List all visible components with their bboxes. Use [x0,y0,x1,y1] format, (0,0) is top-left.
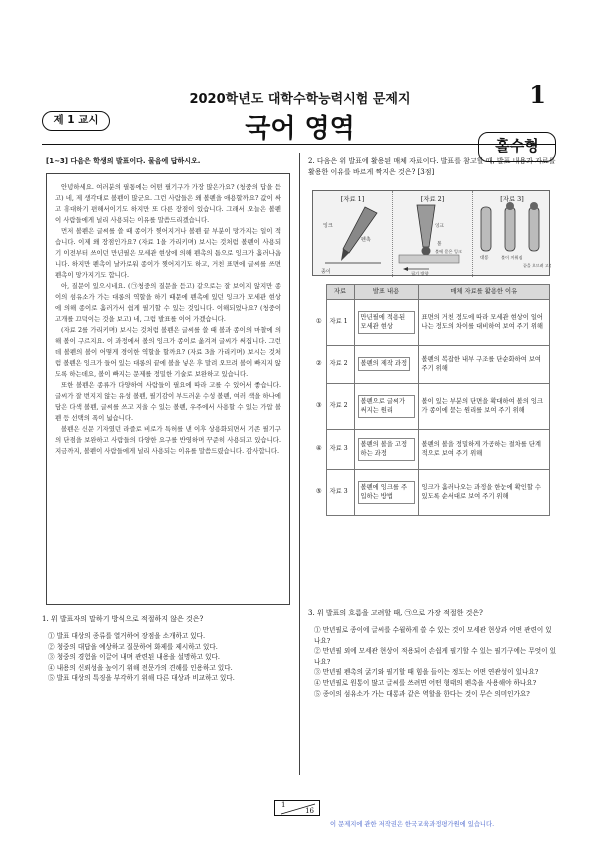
figure-panel-2 [393,191,473,277]
question-1-stem: 1. 위 발표자의 말하기 방식으로 적절하지 않은 것은? [42,615,204,623]
form-type-badge: 홀수형 [478,132,556,162]
question-1-options [42,631,292,684]
page-indicator [274,800,320,816]
page-number: 1 [529,80,546,109]
cell-resource: 자료 2 [326,383,354,429]
option-3[interactable]: ③ 청중의 경험을 이끌어 내며 관련된 내용을 설명하고 있다. [48,653,220,662]
table-row[interactable] [312,429,550,469]
option-2[interactable]: ② 청중의 대답을 예상하고 질문하여 화제를 제시하고 있다. [48,642,218,651]
choice-number[interactable]: ① [315,318,322,326]
question-instruction: [1~3] 다음은 학생의 발표이다. 물음에 답하시오. [46,157,201,165]
col-header-resource: 자료 [326,285,354,300]
passage-paragraph: 안녕하세요. 여러분의 필통에는 어떤 필기구가 가장 많은가요? (청중의 답을 듣고) 네, 제 생각대로 볼펜이 많군요. 그런 사람들은 왜 볼펜을 애용할까요? 값이 싸고 휴대하기 편해서이기도 하지만 또 다른 장점이 있습니다. 그래서 오늘은 볼펜이 사람들에게 널리 사용되는 이유를 말씀드리겠습니다. [55,183,281,224]
table-header-row [312,285,550,300]
cell-content [354,345,418,383]
label-fixed: 끝을 오므려 고정 [523,263,551,268]
page-current: 1 [281,801,286,809]
cell-content [354,383,418,429]
figure-title-1: [자료 1] [340,195,365,203]
tube-illustration [473,191,551,277]
passage-paragraph: 아, 질문이 있으시네요. (㉠청중의 질문을 듣고) 같으로는 잘 보이지 않지만 종이의 섬유소가 가는 대롱의 역할을 하기 때문에 펜촉에 있던 잉크가 모세관 현상에 의해 종이로 흘러가서 쉽게 필기할 수 있는 것입니다. 이해되었나요? (청중이 고개를 끄덕이는 것을 보고) 네, 그럼 발표를 이어 가겠습니다. [55,282,281,323]
choice-number[interactable]: ④ [315,445,322,453]
choice-number[interactable]: ③ [315,402,322,410]
answer-table [312,284,550,516]
option-2[interactable]: ② 만년필 외에 모세관 현상이 적용되어 손쉽게 필기할 수 있는 필기구에는 무엇이 있나요? [314,647,556,666]
option-5[interactable]: ⑤ 종이의 섬유소가 가는 대롱과 같은 역할을 한다는 것이 무슨 의미인가요? [314,689,530,698]
option-3[interactable]: ③ 만년필 펜촉의 굵기와 필기할 때 힘을 들이는 정도는 어떤 연관성이 있나요? [314,668,539,677]
table-row[interactable] [312,383,550,429]
label-paper: 종이 [321,269,331,275]
label-ball: 볼 [437,242,442,247]
table-row[interactable] [312,299,550,345]
col-header-content: 발표 내용 [354,285,418,300]
col-header-reason: 매체 자료를 활용한 이유 [418,285,550,300]
subject-title: 국어 영역 [245,114,355,144]
passage-paragraph: 먼저 볼펜은 글씨를 쓸 때 종이가 찢어지거나 볼펜 끝 부분이 망가지는 일이 적습니다. 이제 왜 장점인가요? (자료 1을 가리키며) 보시는 것처럼 볼펜이 사용되기 이전부터 쓰이던 만년필은 모세관 현상에 의해 펜촉의 틈으로 잉크가 흘러나옵니다. 하지만 펜촉이 날카로워 종이가 찢어지기도 하고, 거친 표면에 글씨를 쓰면 펜촉이 망가지기도 합니다. [55,227,281,279]
content-box: 볼펜의 볼을 고정하는 과정 [358,438,415,461]
content-box: 볼펜에 잉크를 주입하는 방법 [358,481,415,504]
cell-resource: 자료 1 [326,299,354,345]
label-ink-2: 잉크 [435,224,444,229]
option-4[interactable]: ④ 만년필로 원통이 많고 글씨를 쓰려면 어떤 형태의 펜촉을 사용해야 하나요? [314,678,537,687]
page-slash [275,801,321,817]
header-divider [42,144,556,145]
content-box: 볼펜으로 글씨가 써지는 원리 [358,395,415,418]
cell-reason: 잉크가 흘러나오는 과정을 한눈에 확인할 수 있도록 순서대로 보여 주기 위해 [418,469,550,515]
cell-resource: 자료 3 [326,429,354,469]
media-figure [312,190,550,276]
cell-reason: 볼펜의 복잡한 내부 구조를 단순화하여 보여 주기 위해 [418,345,550,383]
column-divider [299,153,300,775]
page-total: 16 [305,807,314,815]
fountain-pen-illustration [313,191,393,277]
label-ball-inserted: 볼이 끼워짐 [501,255,523,260]
option-4[interactable]: ④ 내용의 신뢰성을 높이기 위해 전문가의 견해를 인용하고 있다. [48,663,233,672]
figure-panel-1 [313,191,393,277]
label-inked-ball: 볼에 묻은 잉크 [435,249,462,254]
cell-reason: 표면의 거친 정도에 따라 모세관 현상이 일어나는 정도의 차이를 대비하여 보여 주기 위해 [418,299,550,345]
exam-title: 2020학년도 대학수학능력시험 문제지 [189,92,411,107]
figure-title-3: [자료 3] [500,195,524,203]
label-nib: 펜촉 [361,237,371,243]
option-5[interactable]: ⑤ 발표 대상의 특징을 부각하기 위해 다른 대상과 비교하고 있다. [48,674,235,683]
session-badge: 제 1 교시 [42,111,110,131]
cell-reason: 볼펜의 볼을 정밀하게 가공하는 절차를 단계적으로 보여 주기 위해 [418,429,550,469]
cell-content [354,469,418,515]
cell-resource: 자료 3 [326,469,354,515]
option-1[interactable]: ① 발표 대상의 종류를 열거하여 장점을 소개하고 있다. [48,632,206,640]
cell-content [354,299,418,345]
table-row[interactable] [312,345,550,383]
passage-paragraph: (자료 2를 가리키며) 보시는 것처럼 볼펜은 글씨를 쓸 때 볼과 종이의 마찰에 의해 볼이 구르지요. 이 과정에서 볼의 잉크가 종이로 옮겨져 글씨가 써집니다. 그런데 볼펜의 볼이 어떻게 경이한 역할을 할까요? (자료 3을 가리키며) 보시는 것처럼 볼펜은 잉크가 들어 있는 대롱의 끝에 볼을 넣은 후 말려 오므려 볼이 빠지지 않도록 하는데요, 볼이 빠지는 문제를 정밀한 기술로 보완하고 있습니다. [55,326,281,378]
content-box: 만년필에 적용된 모세관 현상 [358,311,415,334]
table-row[interactable] [312,469,550,515]
figure-panel-3 [473,191,551,277]
question-3-options [308,625,556,699]
question-1 [42,614,292,684]
question-3 [308,608,556,699]
passage-paragraph: 볼펜은 신문 기자였던 라즐로 비로가 특허를 낸 이후 상용화되면서 기존 필기구의 단점을 보완하고 사람들의 다양한 요구를 반영하며 꾸준히 사용되고 있습니다. 지금까지, 볼펜이 사람들에게 널리 사용되는 이유를 말씀드렸습니다. 감사합니다. [55,425,281,455]
passage-box [46,173,290,605]
ballpoint-illustration [393,191,473,277]
question-3-stem: 3. 위 발표의 흐름을 고려할 때, ㉠으로 가장 적절한 것은? [308,609,483,617]
choice-number[interactable]: ② [315,360,322,368]
passage-paragraph: 또한 볼펜은 종류가 다양하여 사람들이 필요에 따라 고를 수 있어서 좋습니다. 글씨가 잘 번지지 않는 유성 볼펜, 필기감이 부드러운 수성 볼펜, 여러 색을 하나에 담은 다색 볼펜, 글씨를 쓰고 지울 수 있는 볼펜, 우주에서 사용할 수 있는 가압 볼펜 등 선택의 폭이 넓습니다. [55,381,281,422]
option-1[interactable]: ① 만년필로 종이에 글씨를 수월하게 쓸 수 있는 것이 모세관 현상과 어떤 관련이 있나요? [314,626,552,645]
figure-title-2: [자료 2] [420,195,445,203]
question-2-stem: 2. 다음은 위 발표에 활용된 매체 자료이다. 발표를 참고할 때, 발표 내용과 자료를 활용한 이유를 바르게 짝지은 것은? [3점] [308,157,556,176]
label-tube: 대롱 [480,256,489,261]
cell-reason: 볼이 있는 부분의 단면을 확대하여 볼의 잉크가 종이에 묻는 원리를 보여 주기 위해 [418,383,550,429]
label-direction: 필기 방향 [411,271,429,276]
cell-resource: 자료 2 [326,345,354,383]
choice-number[interactable]: ⑤ [315,488,322,496]
cell-content [354,429,418,469]
content-box: 볼펜의 제작 과정 [358,357,411,371]
label-ink: 잉크 [323,223,333,229]
copyright-notice: 이 문제지에 관한 저작권은 한국교육과정평가원에 있습니다. [330,821,495,828]
